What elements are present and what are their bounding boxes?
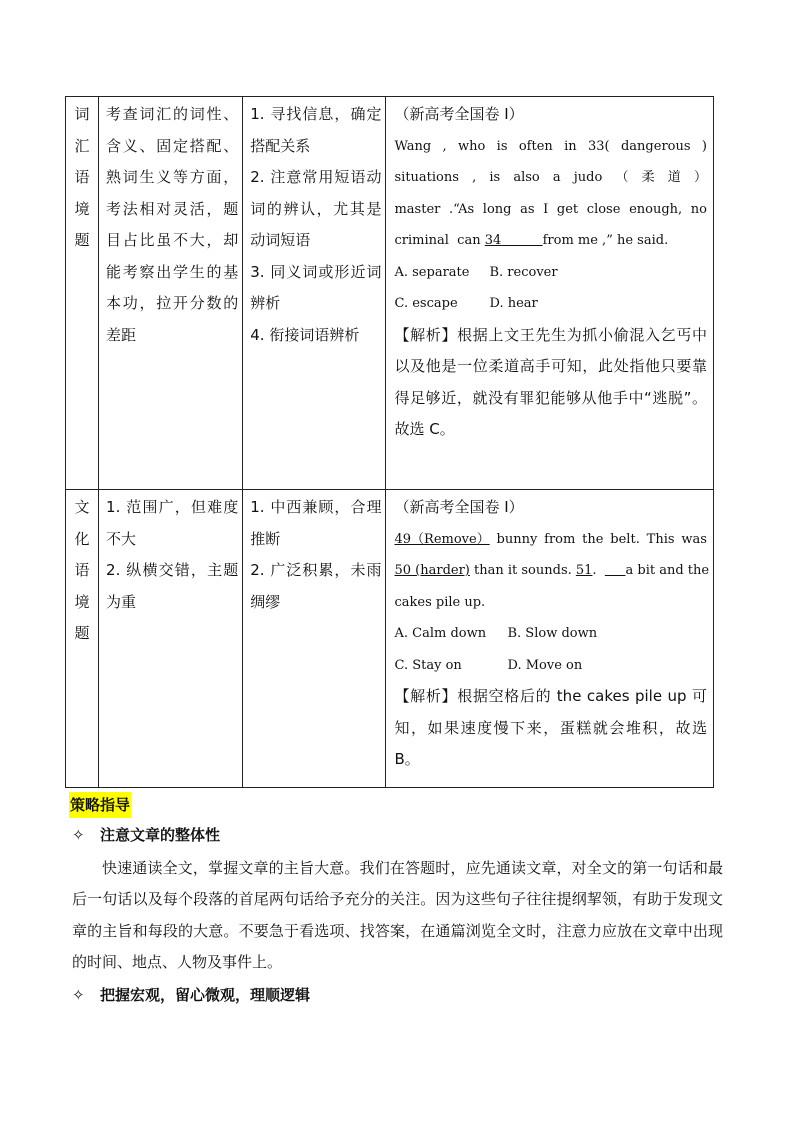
passage-line: Wang , who is often in 33( dangerous ) xyxy=(394,138,707,154)
passage-line: 49（Remove） bunny from the belt. This was xyxy=(394,524,707,556)
method-item: 3. 同义词或形近词辨析 xyxy=(250,262,382,312)
passage-line: cakes pile up. xyxy=(394,594,486,610)
option-c: C. Stay on xyxy=(394,657,462,673)
example-cell xyxy=(386,97,714,490)
strategy-point xyxy=(72,984,310,1006)
options-line xyxy=(394,650,707,682)
methods-cell xyxy=(243,97,386,490)
method-item: 1. 寻找信息，确定搭配关系 xyxy=(250,105,382,155)
analysis-text: 【解析】根据上文王先生为抓小偷混入乞丐中以及他是一位柔道高手可知，此处指他只要靠得足够近，就没有罪犯能够从他手中“逃脱”。故选 C。 xyxy=(394,325,707,438)
methods-list xyxy=(243,490,385,618)
strategy-point-title: 注意文章的整体性 xyxy=(100,826,221,844)
category-cell xyxy=(66,490,99,788)
question-type-table xyxy=(65,96,714,788)
passage-line: 50 (harder) than it sounds. 51 . a bit and the xyxy=(394,555,707,587)
method-item: 2. 注意常用短语动词的辨认，尤其是动词短语 xyxy=(250,168,382,249)
option-d: D. Move on xyxy=(507,657,583,673)
options-line xyxy=(394,618,707,650)
passage-line: master .“As long as I get close enough, no xyxy=(394,201,707,217)
features-cell xyxy=(99,490,243,788)
category-label: 文 化 语 境 题 xyxy=(74,498,90,642)
strategy-point xyxy=(72,824,220,846)
features-text: 考查词汇的词性、含义、固定搭配、熟词生义等方面，考法相对灵活，题目占比虽不大，却能考察出学生的基本功，拉开分数的差距 xyxy=(106,105,239,344)
option-b: B. Slow down xyxy=(507,626,598,641)
blank-51: 51 xyxy=(575,563,593,578)
features-list xyxy=(99,490,242,618)
strategy-paragraph: 快速通读全文，掌握文章的主旨大意。我们在答题时，应先通读文章，对全文的第一句话和最后一句话以及每个段落的首尾两句话给予充分的关注。因为这些句子往往提纲挈领，有助于发现文章的主旨和每段的大意。不要急于看选项、找答案，在通篇浏览全文时，注意力应放在文章中出现的时间、地点、人物及事件上。 xyxy=(72,859,723,971)
methods-cell xyxy=(243,490,386,788)
option-c: C. escape xyxy=(394,296,458,311)
option-b: B. recover xyxy=(489,264,558,280)
example-content xyxy=(386,97,713,446)
exam-source: （新高考全国卷 I） xyxy=(394,498,524,516)
method-item: 4. 衔接词语辨析 xyxy=(250,325,360,344)
features-cell xyxy=(99,97,243,490)
feature-item: 1. 范围广，但难度不大 xyxy=(106,498,239,548)
option-a: A. Calm down xyxy=(394,626,487,641)
option-d: D. hear xyxy=(489,296,538,311)
option-a: A. separate xyxy=(394,264,470,280)
blank-49: 49（Remove） xyxy=(394,531,490,547)
methods-list xyxy=(243,97,385,351)
blank-34: 34 xyxy=(484,233,502,248)
feature-item: 2. 纵横交错，主题为重 xyxy=(106,561,239,611)
diamond-bullet-icon: ✧ xyxy=(72,826,85,844)
method-item: 2. 广泛积累，未雨绸缪 xyxy=(250,561,382,611)
category-cell xyxy=(66,97,99,490)
category-label: 词 汇 语 境 题 xyxy=(74,105,90,249)
options-line xyxy=(394,257,707,289)
diamond-bullet-icon: ✧ xyxy=(72,986,85,1004)
strategy-heading: 策略指导 xyxy=(69,792,131,818)
options-line xyxy=(394,288,707,320)
example-cell xyxy=(386,490,714,788)
table-row-vocabulary xyxy=(66,97,714,490)
strategy-point-title: 把握宏观，留心微观，理顺逻辑 xyxy=(100,986,311,1004)
method-item: 1. 中西兼顾，合理推断 xyxy=(250,498,382,548)
blank-50: 50 (harder) xyxy=(394,563,470,578)
table-row-culture xyxy=(66,490,714,788)
passage-line: situations , is also a judo （ 柔 道 ） xyxy=(394,170,707,185)
example-content xyxy=(386,490,713,776)
analysis-text: 【解析】根据空格后的 the cakes pile up 可知，如果速度慢下来，蛋糕就会堆积，故选 B。 xyxy=(394,687,707,768)
passage-line: criminal can 34 from me ,” he said. xyxy=(394,225,707,257)
exam-source: （新高考全国卷 I） xyxy=(394,105,524,123)
